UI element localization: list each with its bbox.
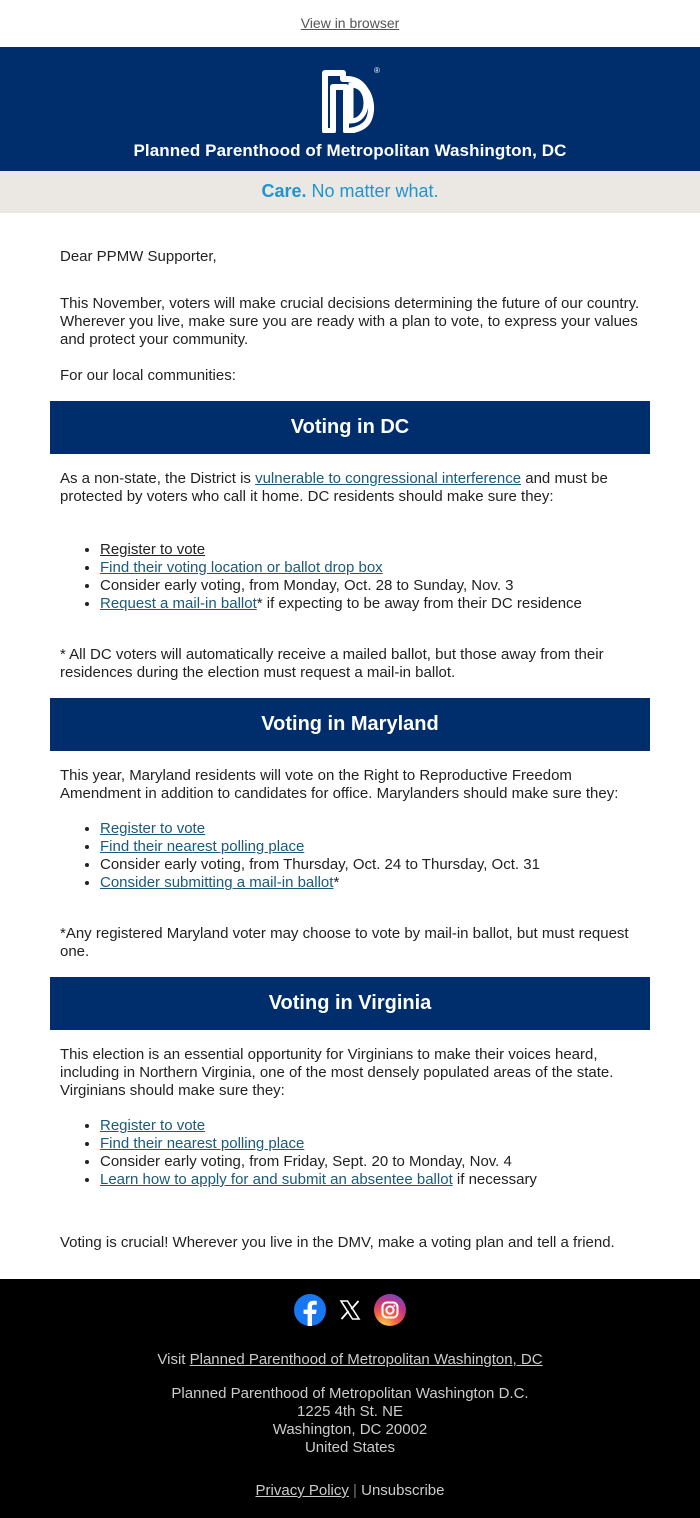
closing: Voting is crucial! Wherever you live in the DMV, make a voting plan and tell a friend. (60, 1234, 615, 1251)
brand-header (0, 47, 700, 171)
facebook-icon[interactable] (294, 1294, 326, 1326)
va-polling-link[interactable]: Find their nearest polling place (100, 1135, 305, 1152)
org-name: Planned Parenthood of Metropolitan Washington, DC (133, 141, 567, 160)
list-item (100, 1171, 640, 1189)
va-list (50, 1117, 650, 1189)
local-heading: For our local communities: (60, 367, 236, 384)
legal-links (0, 1482, 700, 1499)
md-note: *Any registered Maryland voter may choose to vote by mail-in ballot, but must request one. (60, 925, 629, 960)
dc-register-link[interactable]: Register to vote (100, 541, 206, 558)
dc-list (50, 541, 650, 613)
tagline-rest: No matter what. (306, 181, 439, 201)
logo[interactable] (0, 47, 700, 133)
address-country: United States (304, 1439, 396, 1456)
x-icon[interactable] (334, 1294, 366, 1326)
planned-parenthood-logo-icon (315, 61, 385, 133)
md-polling-link[interactable]: Find their nearest polling place (100, 838, 305, 855)
md-mail-ballot-link[interactable]: Consider submitting a mail-in ballot (100, 874, 334, 891)
va-register-link[interactable]: Register to vote (100, 1117, 206, 1134)
va-absentee-link[interactable]: Learn how to apply for and submit an absentee ballot (100, 1171, 453, 1188)
list-item: • Consider early voting, from Monday, Oct. 28 to Sunday, Nov. 3 (100, 577, 640, 595)
legal-separator: | (348, 1482, 362, 1499)
section-title-virginia: Voting in Virginia (50, 977, 650, 1030)
privacy-policy-link[interactable]: Privacy Policy (255, 1482, 349, 1499)
visit-org-link[interactable]: Planned Parenthood of Metropolitan Washington, DC (189, 1351, 543, 1368)
greeting: Dear PPMW Supporter, (60, 248, 217, 265)
dc-mail-post: * if expecting to be away from their DC residence (256, 595, 582, 612)
md-list (50, 820, 650, 892)
list-item (100, 874, 640, 892)
va-absentee-post: if necessary (452, 1171, 537, 1188)
dc-mail-ballot-link[interactable]: Request a mail-in ballot (100, 595, 257, 612)
md-register-link[interactable]: Register to vote (100, 820, 206, 837)
list-item (100, 1135, 640, 1153)
visit-prefix: Visit (157, 1351, 190, 1368)
list-item: • Consider early voting, from Friday, Sept. 20 to Monday, Nov. 4 (100, 1153, 640, 1171)
content (0, 213, 700, 1252)
address-street: 1225 4th St. NE (297, 1403, 403, 1420)
intro-paragraph: This November, voters will make crucial decisions determining the future of our country. Wherever you live, make sure you are ready with a plan to vote, to express your values and protect your community. (60, 295, 640, 348)
list-item (100, 820, 640, 838)
va-intro: This election is an essential opportunity for Virginians to make their voices heard, including in Northern Virginia, one of the most densely populated areas of the state. Virginians should make sure they: (60, 1046, 614, 1099)
instagram-icon[interactable] (374, 1294, 406, 1326)
list-item (100, 559, 640, 577)
list-item (100, 1117, 640, 1135)
footer (0, 1279, 700, 1518)
top-bar (0, 0, 700, 47)
registered-mark: ® (374, 66, 380, 75)
view-in-browser-link[interactable]: View in browser (300, 15, 400, 31)
social-links (0, 1279, 700, 1328)
list-item (100, 541, 640, 559)
dc-intro-post: and must be protected by voters who call it home. DC residents should make sure they: (60, 470, 608, 505)
md-intro: This year, Maryland residents will vote on the Right to Reproductive Freedom Amendment in addition to candidates for office. Marylanders should make sure they: (60, 767, 619, 802)
tagline-bold: Care. (261, 181, 307, 201)
dc-location-link[interactable]: Find their voting location or ballot drop box (100, 559, 383, 576)
visit-line (0, 1351, 700, 1368)
dc-intro (50, 470, 650, 506)
dc-intro-pre: As a non-state, the District is (60, 470, 256, 487)
address-block (0, 1385, 700, 1457)
section-title-dc: Voting in DC (50, 401, 650, 454)
unsubscribe-link[interactable]: Unsubscribe (361, 1482, 445, 1499)
md-mail-post: * (333, 874, 340, 891)
section-title-maryland: Voting in Maryland (50, 698, 650, 751)
address-city: Washington, DC 20002 (272, 1421, 428, 1438)
dc-note: * All DC voters will automatically receive a mailed ballot, but those away from their residences during the election must request a mail-in ballot. (60, 646, 604, 681)
tagline (0, 171, 700, 213)
list-item (100, 595, 640, 613)
list-item (100, 838, 640, 856)
list-item: • Consider early voting, from Thursday, Oct. 24 to Thursday, Oct. 31 (100, 856, 640, 874)
dc-congress-link[interactable]: vulnerable to congressional interference (255, 470, 522, 487)
address-name: Planned Parenthood of Metropolitan Washington D.C. (171, 1385, 529, 1402)
